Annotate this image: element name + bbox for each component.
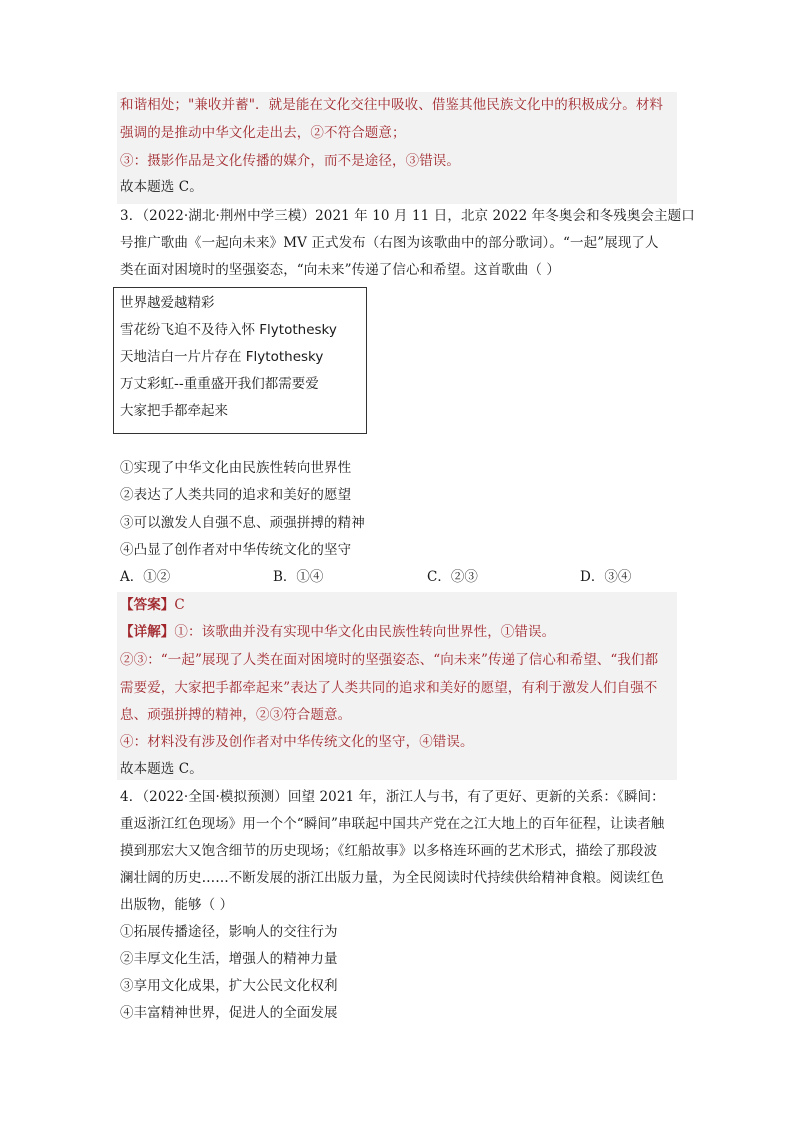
q3-stem-line2: 号推广歌曲《一起向未来》MV 正式发布（右图为该歌曲中的部分歌词）。“一起”展现了人 <box>120 235 659 251</box>
detail-text: ①：该歌曲并没有实现中华文化由民族性转向世界性，①错误。 <box>174 624 556 640</box>
q3-stem-line3: 类在面对困境时的坚强姿态，“向未来”传递了信心和希望。这首歌曲（ ） <box>120 262 560 278</box>
answer-value: C <box>174 597 185 613</box>
lyric-line: 大家把手都牵起来 <box>120 403 228 419</box>
q3-conclusion: 故本题选 C。 <box>120 761 203 777</box>
q4-item-3: ③享用文化成果，扩大公民文化权利 <box>120 978 338 994</box>
q3-option-b: B．①④ <box>273 569 324 585</box>
q3-item-4: ④凸显了创作者对中华传统文化的坚守 <box>120 542 352 558</box>
q3-option-a: A．①② <box>120 569 171 585</box>
q3-detail-line1 <box>120 623 555 641</box>
q4-stem-line2: 重返浙江红色现场》用一个个“瞬间”串联起中国共产党在之江大地上的百年征程，让读者触 <box>120 816 665 832</box>
lyric-line: 世界越爱越精彩 <box>120 295 215 311</box>
q4-stem-line5: 出版物，能够（ ） <box>120 897 234 913</box>
answer-label: 【答案】 <box>120 597 175 613</box>
q3-item-2: ②表达了人类共同的追求和美好的愿望 <box>120 487 352 503</box>
q3-detail-line3: 需要爱，大家把手都牵起来”表达了人类共同的追求和美好的愿望，有利于激发人们自强不 <box>120 680 658 696</box>
q2-conclusion: 故本题选 C。 <box>120 179 203 195</box>
q3-detail-line5: ④：材料没有涉及创作者对中华传统文化的坚守，④错误。 <box>120 734 474 750</box>
q3-option-d: D．③④ <box>580 569 632 585</box>
q3-detail-line4: 息、顽强拼搏的精神，②③符合题意。 <box>120 707 352 723</box>
q3-stem-line1: 3．（2022·湖北·荆州中学三模）2021 年 10 月 11 日，北京 2022 年冬奥会和冬残奥会主题口 <box>120 208 695 224</box>
q2-tail-line2: 强调的是推动中华文化走出去，②不符合题意； <box>120 125 406 141</box>
lyrics-box <box>113 287 367 434</box>
q3-detail-line2: ②③：“一起”展现了人类在面对困境时的坚强姿态、“向未来”传递了信心和希望、“我们都 <box>120 652 659 668</box>
lyric-line: 天地洁白一片片存在 Flytothesky <box>120 349 324 365</box>
q4-stem-line1: 4．（2022·全国·模拟预测）回望 2021 年，浙江人与书，有了更好、更新的关系：《瞬间： <box>120 789 665 805</box>
lyric-line: 雪花纷飞迫不及待入怀 Flytothesky <box>120 322 337 338</box>
q3-option-c: C．②③ <box>427 569 478 585</box>
q4-stem-line4: 澜壮阔的历史……不断发展的浙江出版力量，为全民阅读时代持续供给精神食粮。阅读红色 <box>120 870 664 886</box>
detail-label: 【详解】 <box>120 624 175 640</box>
q3-item-3: ③可以激发人自强不息、顽强拼搏的精神 <box>120 515 365 531</box>
q4-stem-line3: 摸到那宏大又饱含细节的历史现场；《红船故事》以多格连环画的艺术形式，描绘了那段波 <box>120 843 658 859</box>
q2-tail-line3: ③：摄影作品是文化传播的媒介，而不是途径，③错误。 <box>120 153 460 169</box>
q3-answer <box>120 596 185 614</box>
lyric-line: 万丈彩虹--重重盛开我们都需要爱 <box>120 376 319 392</box>
q2-tail-line1: 和谐相处；"兼收并蓄"．就是能在文化交往中吸收、借鉴其他民族文化中的积极成分。材料 <box>120 97 664 113</box>
q4-item-2: ②丰厚文化生活，增强人的精神力量 <box>120 951 338 967</box>
q4-item-4: ④丰富精神世界，促进人的全面发展 <box>120 1005 338 1021</box>
q4-item-1: ①拓展传播途径，影响人的交往行为 <box>120 924 338 940</box>
q3-item-1: ①实现了中华文化由民族性转向世界性 <box>120 460 352 476</box>
